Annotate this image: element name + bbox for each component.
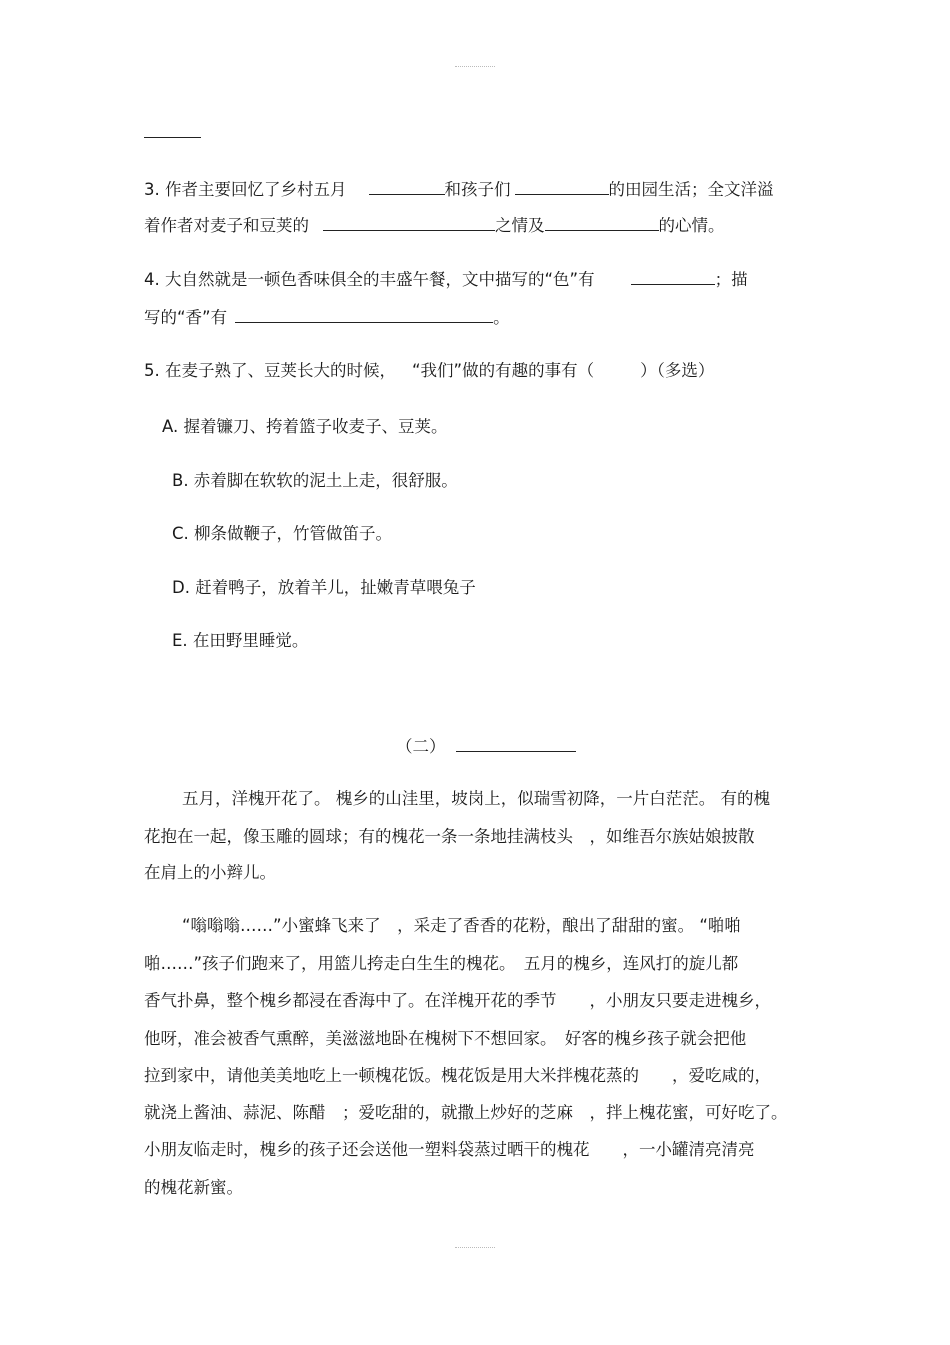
paragraph-line: 拉到家中，请他美美地吃上一顿槐花饭。槐花饭是用大米拌槐花蒸的 ，爱吃咸的， — [144, 1066, 771, 1085]
question-3-line-2: 着作者对麦子和豆荚的 之情及 的心情。 — [144, 216, 725, 235]
question-5-stem: 5. 在麦子熟了、豆荚长大的时候， “我们”做的有趣的事有（ ）（多选） — [144, 361, 715, 380]
paragraph-line: 五月，洋槐开花了。 槐乡的山洼里，坡岗上，似瑞雪初降，一片白茫茫。 有的槐 — [182, 789, 770, 808]
option-e[interactable]: E. 在田野里睡觉。 — [172, 631, 309, 650]
blank[interactable] — [631, 268, 715, 285]
option-d[interactable]: D. 赶着鸭子，放着羊儿，扯嫩青草喂兔子 — [172, 578, 476, 597]
blank[interactable] — [323, 214, 495, 231]
answer-blank-line — [144, 137, 201, 138]
option-a[interactable]: A. 握着镰刀、挎着篮子收麦子、豆荚。 — [162, 417, 448, 436]
question-4-line-2: 写的“香”有 。 — [144, 308, 510, 327]
blank[interactable] — [545, 214, 659, 231]
blank[interactable] — [235, 306, 493, 323]
option-c[interactable]: C. 柳条做鞭子，竹管做笛子。 — [172, 524, 393, 543]
paragraph-line: 花抱在一起，像玉雕的圆球；有的槐花一条一条地挂满枝头 ，如维吾尔族姑娘披散 — [144, 827, 755, 846]
paragraph-line: 啪……”孩子们跑来了，用篮儿挎走白生生的槐花。 五月的槐乡，连风打的旋儿都 — [144, 954, 739, 973]
paragraph-line: 的槐花新蜜。 — [144, 1178, 243, 1197]
option-b[interactable]: B. 赤着脚在软软的泥土上走，很舒服。 — [172, 471, 458, 490]
title-blank[interactable] — [456, 735, 576, 752]
blank[interactable] — [369, 178, 445, 195]
question-4-line-1: 4. 大自然就是一顿色香味俱全的丰盛午餐，文中描写的“色”有 ；描 — [144, 270, 748, 289]
paragraph-line: 就浇上酱油、蒜泥、陈醋 ；爱吃甜的，就撒上炒好的芝麻 ，拌上槐花蜜，可好吃了。 — [144, 1103, 788, 1122]
page-footer-mark — [455, 1247, 495, 1249]
paragraph-line: 香气扑鼻，整个槐乡都浸在香海中了。在洋槐开花的季节 ，小朋友只要走进槐乡， — [144, 991, 771, 1010]
page-header-mark — [455, 66, 495, 68]
blank[interactable] — [515, 178, 609, 195]
paragraph-line: 在肩上的小辫儿。 — [144, 863, 276, 882]
question-3-line-1: 3. 作者主要回忆了乡村五月 和孩子们 的田园生活；全文洋溢 — [144, 180, 774, 199]
paragraph-line: 他呀，准会被香气熏醉，美滋滋地卧在槐树下不想回家。 好客的槐乡孩子就会把他 — [144, 1029, 747, 1048]
paragraph-line: “嗡嗡嗡……”小蜜蜂飞来了 ，采走了香香的花粉，酿出了甜甜的蜜。 “啪啪 — [182, 916, 741, 935]
section-2-heading: （二） — [396, 733, 576, 757]
paragraph-line: 小朋友临走时，槐乡的孩子还会送他一塑料袋蒸过晒干的槐花 ，一小罐清亮清亮 — [144, 1140, 755, 1159]
